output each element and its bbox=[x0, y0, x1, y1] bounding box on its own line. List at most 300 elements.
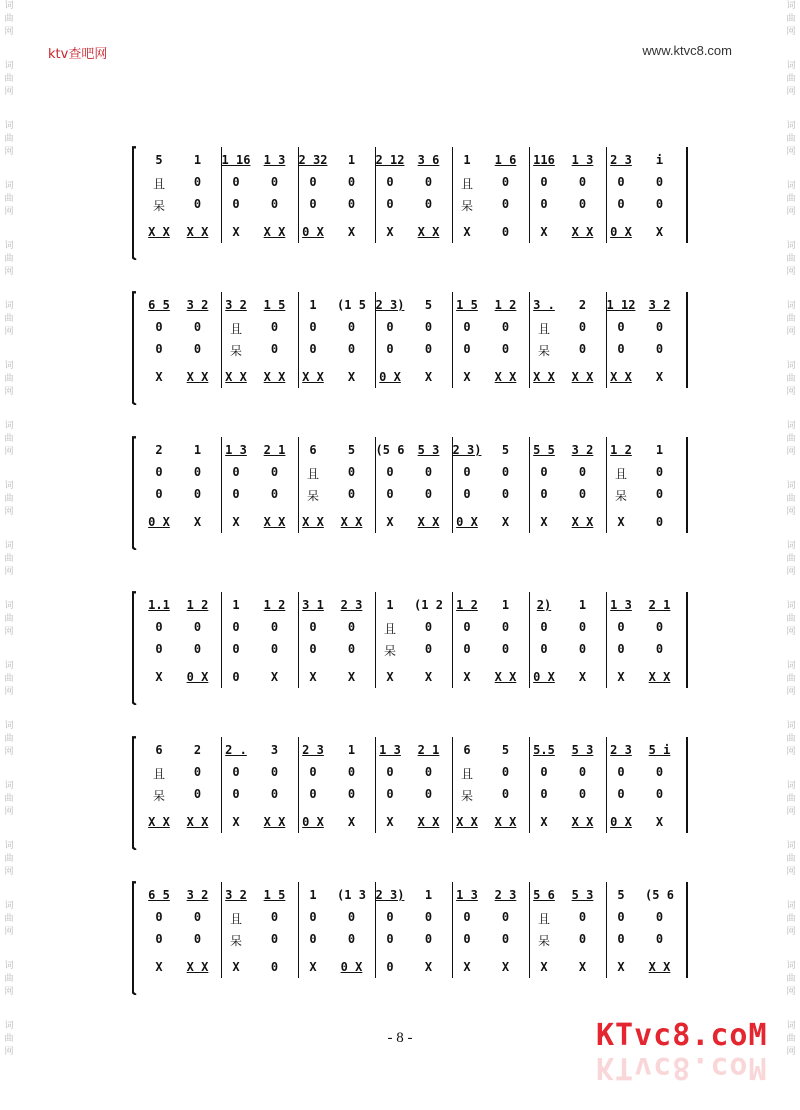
perc-note: X X bbox=[571, 515, 594, 529]
watermark-char: 词 bbox=[786, 781, 796, 791]
melody-note: 3 2 bbox=[571, 443, 594, 457]
watermark-char: 网 bbox=[4, 627, 14, 637]
watermark-char: 网 bbox=[4, 927, 14, 937]
melody-note: 6 5 bbox=[148, 298, 170, 312]
perc-note: X bbox=[424, 670, 433, 684]
site-url-header[interactable]: www.ktvc8.com bbox=[642, 43, 732, 58]
part2-note: 0 bbox=[155, 620, 163, 634]
part2-note: 0 bbox=[309, 320, 317, 334]
watermark-char: 词 bbox=[786, 361, 796, 371]
perc-note: X bbox=[463, 670, 471, 684]
watermark-char: 网 bbox=[786, 507, 796, 517]
part3-note: 0 bbox=[617, 642, 625, 656]
perc-row bbox=[140, 670, 690, 688]
melody-note: 1 bbox=[347, 743, 356, 757]
part2-note: 0 bbox=[501, 910, 510, 924]
melody-note: 2 bbox=[193, 743, 202, 757]
perc-note: X bbox=[347, 225, 356, 239]
part3-note: 0 bbox=[578, 342, 587, 356]
perc-note: X X bbox=[494, 370, 517, 384]
watermark-char: 网 bbox=[4, 507, 14, 517]
melody-note: 1 2 bbox=[610, 443, 632, 457]
part3-note: 0 bbox=[617, 932, 625, 946]
perc-note: X X bbox=[186, 815, 209, 829]
part2-note: 0 bbox=[232, 465, 240, 479]
perc-note: X X bbox=[610, 370, 632, 384]
perc-note: X bbox=[617, 960, 625, 974]
watermark-group bbox=[784, 420, 798, 480]
perc-note: X X bbox=[186, 370, 209, 384]
perc-note: 0 bbox=[655, 515, 664, 529]
watermark-char: 网 bbox=[4, 747, 14, 757]
melody-note: 1 3 bbox=[225, 443, 247, 457]
watermark-group bbox=[784, 720, 798, 780]
part3-note: 0 bbox=[270, 932, 279, 946]
part3-note: 0 bbox=[270, 787, 279, 801]
score-system bbox=[130, 290, 690, 405]
melody-note: 2 3 bbox=[494, 888, 517, 902]
part2-note: 且 bbox=[614, 467, 627, 481]
watermark-char: 曲 bbox=[4, 794, 14, 804]
score-system bbox=[130, 590, 690, 705]
part3-note: 0 bbox=[501, 342, 510, 356]
part3-note: 0 bbox=[540, 787, 548, 801]
part3-note: 0 bbox=[424, 342, 433, 356]
melody-note: 5.5 bbox=[533, 743, 555, 757]
part3-note: 0 bbox=[424, 787, 433, 801]
part3-note: 呆 bbox=[229, 344, 242, 358]
melody-note: 1 2 bbox=[186, 598, 209, 612]
watermark-char: 词 bbox=[4, 841, 14, 851]
part3-note: 0 bbox=[193, 932, 202, 946]
part2-note: 0 bbox=[655, 175, 664, 189]
watermark-char: 词 bbox=[786, 181, 796, 191]
watermark-char: 词 bbox=[4, 181, 14, 191]
perc-note: X bbox=[578, 960, 587, 974]
part2-note: 0 bbox=[578, 465, 587, 479]
melody-note: 6 bbox=[463, 743, 471, 757]
perc-note: X bbox=[540, 815, 548, 829]
part3-note: 0 bbox=[655, 787, 664, 801]
part3-note: 0 bbox=[232, 787, 240, 801]
part3-note: 0 bbox=[270, 487, 279, 501]
left-watermark-column bbox=[2, 0, 16, 1110]
watermark-group bbox=[784, 960, 798, 1020]
melody-row bbox=[140, 298, 690, 316]
watermark-char: 曲 bbox=[786, 674, 796, 684]
watermark-char: 词 bbox=[4, 901, 14, 911]
melody-note: 2) bbox=[536, 598, 552, 612]
watermark-char: 曲 bbox=[4, 914, 14, 924]
watermark-char: 网 bbox=[4, 987, 14, 997]
melody-note: 2 32 bbox=[298, 153, 328, 167]
melody-note: 5 3 bbox=[571, 743, 594, 757]
watermark-char: 词 bbox=[786, 241, 796, 251]
perc-note: X bbox=[155, 370, 163, 384]
watermark-char: 曲 bbox=[4, 734, 14, 744]
watermark-char: 曲 bbox=[786, 194, 796, 204]
part3-note: 0 bbox=[463, 932, 471, 946]
part3-note: 0 bbox=[578, 487, 587, 501]
perc-note: X X bbox=[571, 370, 594, 384]
part2-note: 0 bbox=[386, 465, 394, 479]
part3-note: 0 bbox=[578, 642, 587, 656]
watermark-group bbox=[2, 420, 16, 480]
part2-note: 0 bbox=[655, 765, 664, 779]
part2-note: 0 bbox=[232, 175, 240, 189]
part2-row bbox=[140, 620, 690, 638]
part2-note: 0 bbox=[578, 620, 587, 634]
melody-note: 1 bbox=[347, 153, 356, 167]
melody-note: 2 bbox=[578, 298, 587, 312]
part2-note: 0 bbox=[424, 910, 433, 924]
site-name-header[interactable]: ktv查吧网 bbox=[48, 47, 108, 62]
page-number: - 8 - bbox=[387, 1030, 413, 1046]
part3-note: 0 bbox=[617, 342, 625, 356]
watermark-group bbox=[2, 900, 16, 960]
melody-note: 3 2 bbox=[186, 298, 209, 312]
melody-note: 2 3 bbox=[610, 153, 632, 167]
watermark-char: 词 bbox=[4, 301, 14, 311]
part3-note: 0 bbox=[347, 642, 356, 656]
part2-note: 0 bbox=[347, 620, 356, 634]
part2-note: 0 bbox=[501, 320, 510, 334]
perc-note: 0 bbox=[232, 670, 240, 684]
part3-note: 0 bbox=[193, 197, 202, 211]
part3-note: 呆 bbox=[152, 199, 165, 213]
part2-note: 0 bbox=[347, 465, 356, 479]
part3-note: 0 bbox=[424, 642, 433, 656]
melody-note: 5 bbox=[501, 743, 510, 757]
watermark-group bbox=[784, 240, 798, 300]
watermark-char: 网 bbox=[786, 207, 796, 217]
part3-note: 0 bbox=[309, 932, 317, 946]
melody-note: (5 6 bbox=[375, 443, 405, 457]
watermark-char: 词 bbox=[4, 1, 14, 11]
score-system bbox=[130, 435, 690, 550]
watermark-char: 曲 bbox=[786, 374, 796, 384]
watermark-char: 曲 bbox=[786, 974, 796, 984]
part3-row bbox=[140, 932, 690, 950]
watermark-char: 词 bbox=[786, 961, 796, 971]
part3-note: 0 bbox=[386, 342, 394, 356]
perc-note: X X bbox=[456, 815, 478, 829]
watermark-group bbox=[2, 600, 16, 660]
perc-note: 0 bbox=[501, 225, 510, 239]
perc-note: X bbox=[424, 370, 433, 384]
watermark-char: 曲 bbox=[4, 1034, 14, 1044]
part3-row bbox=[140, 642, 690, 660]
watermark-char: 词 bbox=[786, 121, 796, 131]
part3-note: 0 bbox=[655, 642, 664, 656]
melody-note: 6 bbox=[309, 443, 317, 457]
part3-note: 0 bbox=[386, 932, 394, 946]
melody-note: 1 bbox=[386, 598, 394, 612]
melody-note: 1 bbox=[655, 443, 664, 457]
part3-note: 呆 bbox=[460, 199, 473, 213]
melody-note: 1 bbox=[424, 888, 433, 902]
melody-note: 1 2 bbox=[494, 298, 517, 312]
melody-note: 3 2 bbox=[186, 888, 209, 902]
melody-row bbox=[140, 888, 690, 906]
perc-note: X X bbox=[494, 815, 517, 829]
melody-note: 3 1 bbox=[302, 598, 324, 612]
watermark-group bbox=[784, 600, 798, 660]
melody-row bbox=[140, 598, 690, 616]
part3-note: 0 bbox=[193, 342, 202, 356]
melody-note: (5 6 bbox=[645, 888, 674, 902]
part2-note: 0 bbox=[386, 765, 394, 779]
perc-note: X bbox=[424, 960, 433, 974]
part3-note: 呆 bbox=[229, 934, 242, 948]
watermark-char: 曲 bbox=[786, 854, 796, 864]
part2-note: 0 bbox=[386, 910, 394, 924]
melody-note: 1 bbox=[309, 298, 317, 312]
part3-note: 0 bbox=[193, 642, 202, 656]
perc-note: X X bbox=[225, 370, 247, 384]
perc-note: X bbox=[655, 225, 664, 239]
part3-note: 0 bbox=[463, 487, 471, 501]
part3-note: 0 bbox=[424, 487, 433, 501]
part2-row bbox=[140, 465, 690, 483]
part2-row bbox=[140, 910, 690, 928]
watermark-char: 词 bbox=[786, 541, 796, 551]
part3-note: 0 bbox=[501, 932, 510, 946]
part3-note: 呆 bbox=[537, 934, 550, 948]
watermark-char: 词 bbox=[786, 841, 796, 851]
part3-note: 呆 bbox=[306, 489, 319, 503]
watermark-char: 词 bbox=[4, 121, 14, 131]
part3-note: 0 bbox=[655, 197, 664, 211]
perc-note: X X bbox=[186, 225, 209, 239]
perc-note: X bbox=[232, 815, 240, 829]
part3-note: 0 bbox=[463, 642, 471, 656]
part3-note: 0 bbox=[655, 932, 664, 946]
perc-note: X bbox=[155, 670, 163, 684]
perc-note: X bbox=[501, 960, 510, 974]
watermark-char: 网 bbox=[786, 147, 796, 157]
part2-note: 0 bbox=[617, 910, 625, 924]
watermark-group bbox=[2, 660, 16, 720]
part3-note: 呆 bbox=[152, 789, 165, 803]
perc-note: 0 X bbox=[610, 815, 632, 829]
part2-note: 0 bbox=[155, 320, 163, 334]
melody-note: 1 bbox=[193, 443, 202, 457]
melody-row bbox=[140, 153, 690, 171]
watermark-char: 曲 bbox=[786, 14, 796, 24]
perc-note: X X bbox=[186, 960, 209, 974]
perc-note: X bbox=[270, 670, 279, 684]
part3-note: 0 bbox=[501, 787, 510, 801]
melody-note: 5 i bbox=[648, 743, 671, 757]
melody-note: 1 5 bbox=[263, 888, 286, 902]
score-system bbox=[130, 735, 690, 850]
watermark-char: 词 bbox=[786, 61, 796, 71]
part3-note: 0 bbox=[232, 487, 240, 501]
melody-note: 2 1 bbox=[648, 598, 671, 612]
perc-note: X bbox=[193, 515, 202, 529]
perc-row bbox=[140, 225, 690, 243]
perc-note: X bbox=[617, 670, 625, 684]
part2-note: 0 bbox=[155, 465, 163, 479]
perc-note: X bbox=[386, 225, 394, 239]
melody-note: 2 bbox=[155, 443, 163, 457]
part2-note: 且 bbox=[152, 767, 165, 781]
watermark-char: 词 bbox=[786, 601, 796, 611]
part2-note: 0 bbox=[655, 620, 664, 634]
watermark-char: 网 bbox=[786, 327, 796, 337]
part3-note: 0 bbox=[309, 642, 317, 656]
watermark-char: 词 bbox=[4, 421, 14, 431]
perc-note: X bbox=[655, 370, 664, 384]
melody-note: 2 1 bbox=[417, 743, 440, 757]
perc-note: X X bbox=[533, 370, 555, 384]
perc-note: X bbox=[232, 515, 240, 529]
score-system bbox=[130, 880, 690, 995]
watermark-group bbox=[784, 660, 798, 720]
melody-note: 1 bbox=[501, 598, 510, 612]
watermark-group bbox=[2, 720, 16, 780]
melody-note: 1 5 bbox=[263, 298, 286, 312]
melody-note: 2 1 bbox=[263, 443, 286, 457]
watermark-char: 词 bbox=[4, 61, 14, 71]
melody-note: 2 3) bbox=[375, 888, 405, 902]
part2-note: 0 bbox=[617, 765, 625, 779]
watermark-char: 词 bbox=[4, 721, 14, 731]
watermark-group bbox=[2, 300, 16, 360]
perc-note: 0 bbox=[270, 960, 279, 974]
part2-note: 0 bbox=[347, 175, 356, 189]
watermark-char: 网 bbox=[786, 867, 796, 877]
melody-note: 5 bbox=[617, 888, 625, 902]
part2-note: 0 bbox=[193, 765, 202, 779]
melody-row bbox=[140, 743, 690, 761]
watermark-char: 曲 bbox=[786, 794, 796, 804]
part3-note: 0 bbox=[270, 342, 279, 356]
part3-note: 0 bbox=[270, 197, 279, 211]
part3-note: 0 bbox=[540, 487, 548, 501]
watermark-group bbox=[784, 360, 798, 420]
part3-note: 0 bbox=[232, 642, 240, 656]
perc-note: X bbox=[386, 515, 394, 529]
part2-note: 0 bbox=[655, 465, 664, 479]
perc-note: X bbox=[309, 670, 317, 684]
watermark-char: 曲 bbox=[786, 74, 796, 84]
watermark-char: 网 bbox=[786, 447, 796, 457]
melody-note: 1 5 bbox=[456, 298, 478, 312]
watermark-char: 网 bbox=[786, 927, 796, 937]
part2-note: 0 bbox=[309, 175, 317, 189]
watermark-char: 曲 bbox=[786, 734, 796, 744]
part3-note: 0 bbox=[578, 197, 587, 211]
part2-note: 0 bbox=[193, 620, 202, 634]
melody-note: 1 bbox=[193, 153, 202, 167]
part3-note: 0 bbox=[155, 487, 163, 501]
perc-note: 0 X bbox=[610, 225, 632, 239]
melody-note: 116 bbox=[533, 153, 555, 167]
watermark-char: 曲 bbox=[786, 614, 796, 624]
watermark-group bbox=[2, 960, 16, 1020]
melody-note: 3 6 bbox=[417, 153, 440, 167]
part3-note: 呆 bbox=[460, 789, 473, 803]
part3-row bbox=[140, 487, 690, 505]
perc-note: X X bbox=[340, 515, 363, 529]
watermark-group bbox=[2, 180, 16, 240]
perc-note: X bbox=[540, 225, 548, 239]
site-logo[interactable]: KTvc8.coM bbox=[596, 1018, 768, 1053]
perc-row bbox=[140, 960, 690, 978]
watermark-char: 词 bbox=[786, 721, 796, 731]
melody-note: (1 2 bbox=[414, 598, 443, 612]
perc-note: X bbox=[347, 815, 356, 829]
perc-note: X bbox=[463, 370, 471, 384]
part3-note: 0 bbox=[386, 787, 394, 801]
perc-note: X X bbox=[263, 370, 286, 384]
perc-note: X X bbox=[494, 670, 517, 684]
part2-note: 0 bbox=[270, 175, 279, 189]
watermark-char: 词 bbox=[4, 541, 14, 551]
site-logo-reflection: KTvc8.coM bbox=[596, 1050, 768, 1085]
part2-note: 0 bbox=[578, 910, 587, 924]
part2-note: 0 bbox=[193, 320, 202, 334]
part3-note: 0 bbox=[347, 197, 356, 211]
watermark-char: 词 bbox=[4, 241, 14, 251]
perc-note: X X bbox=[148, 225, 170, 239]
watermark-char: 网 bbox=[786, 687, 796, 697]
watermark-char: 曲 bbox=[4, 494, 14, 504]
part3-note: 0 bbox=[155, 342, 163, 356]
perc-row bbox=[140, 815, 690, 833]
watermark-group bbox=[784, 300, 798, 360]
melody-note: 3 2 bbox=[648, 298, 671, 312]
perc-note: X X bbox=[302, 515, 324, 529]
melody-note: 1 3 bbox=[610, 598, 632, 612]
watermark-char: 词 bbox=[4, 1021, 14, 1031]
watermark-char: 曲 bbox=[4, 434, 14, 444]
melody-note: 5 5 bbox=[533, 443, 555, 457]
perc-note: 0 X bbox=[148, 515, 170, 529]
perc-note: X bbox=[617, 515, 625, 529]
watermark-char: 词 bbox=[786, 661, 796, 671]
part2-row bbox=[140, 320, 690, 338]
part2-note: 0 bbox=[424, 320, 433, 334]
part2-note: 且 bbox=[306, 467, 319, 481]
watermark-char: 网 bbox=[786, 27, 796, 37]
watermark-char: 网 bbox=[786, 747, 796, 757]
melody-note: 1 2 bbox=[456, 598, 478, 612]
part3-note: 呆 bbox=[537, 344, 550, 358]
part2-note: 0 bbox=[578, 320, 587, 334]
part3-note: 0 bbox=[655, 342, 664, 356]
perc-note: 0 X bbox=[302, 225, 324, 239]
part2-note: 0 bbox=[617, 320, 625, 334]
part3-note: 0 bbox=[309, 197, 317, 211]
watermark-char: 网 bbox=[4, 387, 14, 397]
watermark-char: 曲 bbox=[786, 134, 796, 144]
watermark-char: 网 bbox=[4, 87, 14, 97]
watermark-char: 词 bbox=[4, 961, 14, 971]
melody-note: 1 3 bbox=[456, 888, 478, 902]
part2-note: 0 bbox=[309, 620, 317, 634]
melody-note: 3 2 bbox=[225, 888, 247, 902]
watermark-char: 网 bbox=[786, 267, 796, 277]
part2-note: 0 bbox=[424, 465, 433, 479]
melody-note: 6 5 bbox=[148, 888, 170, 902]
part3-note: 0 bbox=[155, 642, 163, 656]
part2-note: 0 bbox=[270, 320, 279, 334]
watermark-char: 网 bbox=[4, 207, 14, 217]
melody-note: 2 3 bbox=[610, 743, 632, 757]
